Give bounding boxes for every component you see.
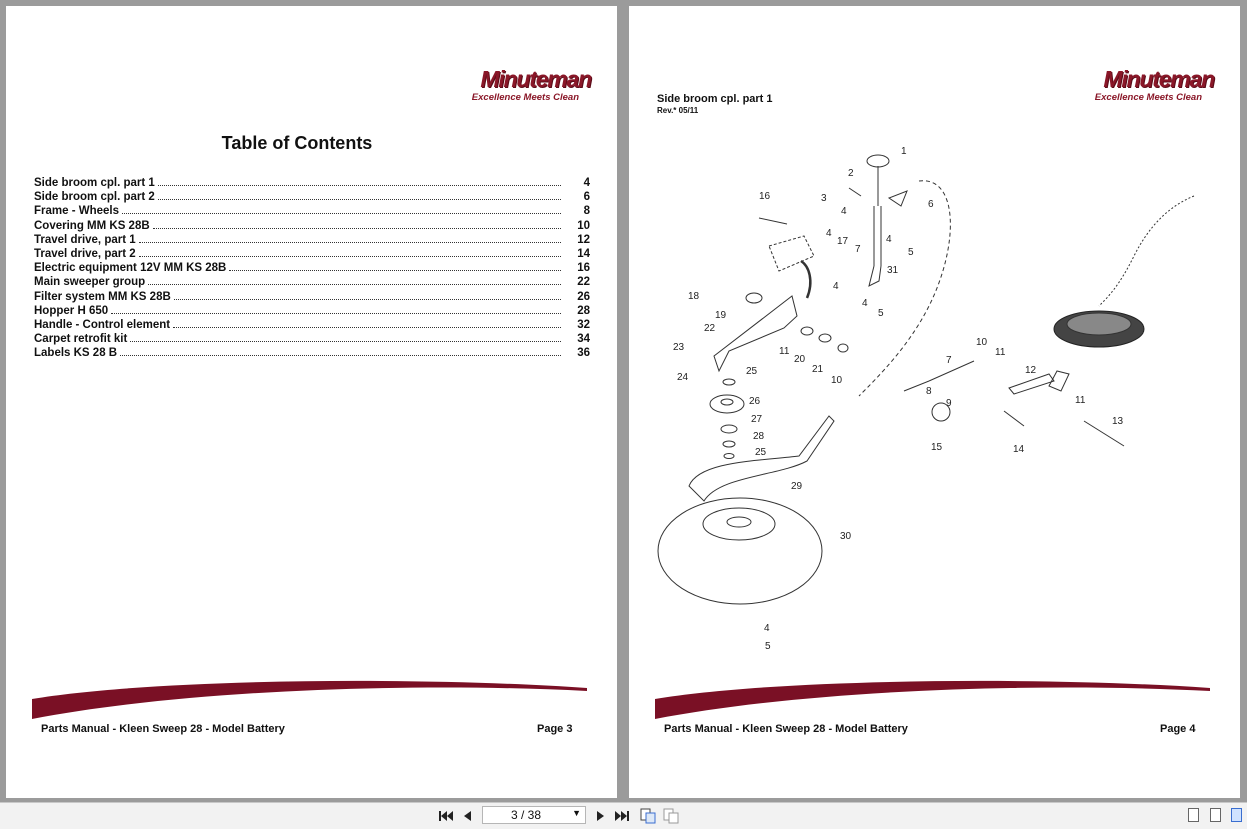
continuous-page-icon[interactable]	[1210, 808, 1221, 822]
broom-arm-part	[689, 416, 834, 501]
callout-4: 4	[886, 234, 892, 245]
toc-entry[interactable]	[34, 332, 590, 346]
callout-23: 23	[673, 342, 685, 353]
toc-heading: Table of Contents	[221, 133, 373, 153]
callout-31: 31	[887, 265, 899, 276]
toc-leader-dots	[229, 261, 561, 271]
callout-26: 26	[749, 396, 761, 407]
toc-list	[34, 176, 590, 360]
toc-entry-page: 32	[577, 318, 590, 331]
toc-entry-label: Handle - Control element	[34, 318, 171, 331]
toc-entry-label: Travel drive, part 1	[34, 233, 136, 246]
page-indicator: 3 / 38	[510, 808, 542, 822]
broom-disc-part	[658, 498, 822, 604]
callout-4: 4	[862, 298, 868, 309]
toc-entry-page: 14	[577, 247, 590, 260]
callout-18: 18	[688, 291, 700, 302]
toc-entry[interactable]	[34, 261, 590, 275]
callout-22: 22	[704, 323, 716, 334]
toc-entry-page: 16	[577, 262, 590, 275]
toc-entry[interactable]	[34, 318, 590, 332]
callout-9: 9	[946, 398, 952, 409]
toc-entry-label: Filter system MM KS 28B	[34, 290, 171, 303]
callout-7: 7	[855, 244, 861, 255]
copy-page-icon[interactable]	[639, 807, 657, 825]
chevron-down-icon: ▼	[572, 808, 581, 818]
toc-leader-dots	[158, 190, 561, 200]
toc-leader-dots	[139, 233, 561, 243]
toc-entry-label: Covering MM KS 28B	[34, 219, 150, 232]
callout-27: 27	[751, 414, 763, 425]
toc-entry-page: 22	[577, 276, 590, 289]
toc-leader-dots	[120, 346, 561, 356]
toc-entry-page: 8	[583, 205, 590, 218]
footer-manual-title: Parts Manual - Kleen Sweep 28 - Model Battery	[664, 723, 908, 735]
toc-leader-dots	[173, 318, 561, 328]
minuteman-logo	[441, 66, 591, 106]
callout-10: 10	[976, 337, 988, 348]
callout-28: 28	[753, 431, 765, 442]
callout-7: 7	[946, 355, 952, 366]
footer-swoosh	[655, 674, 1215, 722]
callout-5: 5	[765, 641, 771, 652]
toc-entry[interactable]	[34, 204, 590, 218]
callout-10: 10	[831, 375, 843, 386]
toc-entry[interactable]	[34, 219, 590, 233]
toc-entry-label: Travel drive, part 2	[34, 247, 136, 260]
callout-14: 14	[1013, 444, 1025, 455]
toc-leader-dots	[111, 304, 561, 314]
callout-3: 3	[821, 193, 827, 204]
toc-entry[interactable]	[34, 233, 590, 247]
callout-4: 4	[764, 623, 770, 634]
toc-entry[interactable]	[34, 176, 590, 190]
toc-entry-page: 28	[577, 304, 590, 317]
footer-manual-title: Parts Manual - Kleen Sweep 28 - Model Battery	[41, 723, 285, 735]
callout-21: 21	[812, 364, 824, 375]
toc-entry-label: Main sweeper group	[34, 276, 146, 289]
toc-entry-page: 12	[577, 233, 590, 246]
callout-12: 12	[1025, 365, 1037, 376]
toc-leader-dots	[122, 204, 561, 214]
callout-13: 13	[1112, 416, 1124, 427]
toc-leader-dots	[174, 290, 561, 300]
diagram-revision: Rev.* 05/11	[657, 106, 699, 115]
pdf-page-3	[6, 6, 617, 798]
callout-8: 8	[926, 386, 932, 397]
toc-leader-dots	[139, 247, 561, 257]
toc-entry[interactable]	[34, 290, 590, 304]
callout-5: 5	[908, 247, 914, 258]
callout-2: 2	[848, 168, 854, 179]
lever-bracket-part	[714, 296, 797, 371]
toc-entry-label: Side broom cpl. part 1	[34, 177, 155, 189]
toc-entry-page: 34	[577, 333, 590, 346]
callout-19: 19	[715, 310, 727, 321]
callout-20: 20	[794, 354, 806, 365]
toc-entry[interactable]	[34, 190, 590, 204]
callout-24: 24	[677, 372, 689, 383]
pdf-viewer-toolbar	[0, 802, 1247, 829]
pedal-part	[1009, 374, 1054, 394]
footer-swoosh	[32, 674, 592, 722]
toc-entry[interactable]	[34, 275, 590, 289]
toc-entry[interactable]	[34, 304, 590, 318]
toc-entry-label: Frame - Wheels	[34, 205, 119, 218]
toc-leader-dots	[158, 176, 561, 186]
callout-17: 17	[837, 236, 849, 247]
callout-5: 5	[878, 308, 884, 319]
callout-11: 11	[995, 347, 1006, 358]
first-page-icon[interactable]	[437, 807, 455, 825]
toc-leader-dots	[153, 219, 561, 229]
callout-11: 11	[1075, 395, 1086, 406]
callout-11: 11	[779, 346, 790, 357]
toc-entry-label: Side broom cpl. part 2	[34, 191, 155, 204]
toc-entry-label: Hopper H 650	[34, 304, 109, 317]
exploded-parts-diagram	[629, 6, 1240, 666]
toc-entry-page: 6	[583, 191, 590, 204]
callout-15: 15	[931, 442, 943, 453]
logo-brand-text: Minuteman	[1103, 66, 1214, 92]
toc-entry-label: Electric equipment 12V MM KS 28B	[34, 262, 227, 275]
logo-tagline: Excellence Meets Clean	[471, 92, 579, 103]
logo-brand-text: Minuteman	[480, 66, 591, 92]
toc-entry-page: 10	[577, 219, 590, 232]
previous-page-icon[interactable]	[458, 807, 476, 825]
callout-30: 30	[840, 531, 852, 542]
toc-leader-dots	[148, 275, 561, 285]
logo-tagline: Excellence Meets Clean	[1094, 92, 1202, 103]
compare-pages-icon[interactable]	[662, 807, 680, 825]
knob-part	[867, 155, 889, 167]
toc-entry[interactable]	[34, 346, 590, 360]
callout-25: 25	[746, 366, 758, 377]
callout-16: 16	[759, 191, 771, 202]
pdf-page-4	[629, 6, 1240, 798]
toc-entry-page: 4	[583, 177, 590, 189]
two-page-icon[interactable]	[1231, 808, 1242, 822]
toc-entry-page: 36	[577, 347, 590, 360]
diagram-title: Side broom cpl. part 1	[657, 93, 773, 105]
toc-entry-label: Labels KS 28 B	[34, 347, 118, 360]
toc-entry-label: Carpet retrofit kit	[34, 333, 128, 346]
toc-entry-page: 26	[577, 290, 590, 303]
page-number-select[interactable]	[482, 806, 586, 824]
callout-4: 4	[826, 228, 832, 239]
callout-1: 1	[901, 146, 907, 157]
callout-6: 6	[928, 199, 934, 210]
broom-hub-part	[703, 508, 775, 540]
callout-29: 29	[791, 481, 803, 492]
footer-page-number: Page 4	[1160, 723, 1196, 735]
callout-25: 25	[755, 447, 767, 458]
footer-page-number: Page 3	[537, 723, 573, 735]
flange-part	[710, 395, 744, 413]
toc-entry[interactable]	[34, 247, 590, 261]
last-page-icon[interactable]	[613, 807, 631, 825]
single-page-icon[interactable]	[1188, 808, 1199, 822]
toc-leader-dots	[130, 332, 561, 342]
next-page-icon[interactable]	[592, 807, 610, 825]
callout-4: 4	[833, 281, 839, 292]
callout-4: 4	[841, 206, 847, 217]
